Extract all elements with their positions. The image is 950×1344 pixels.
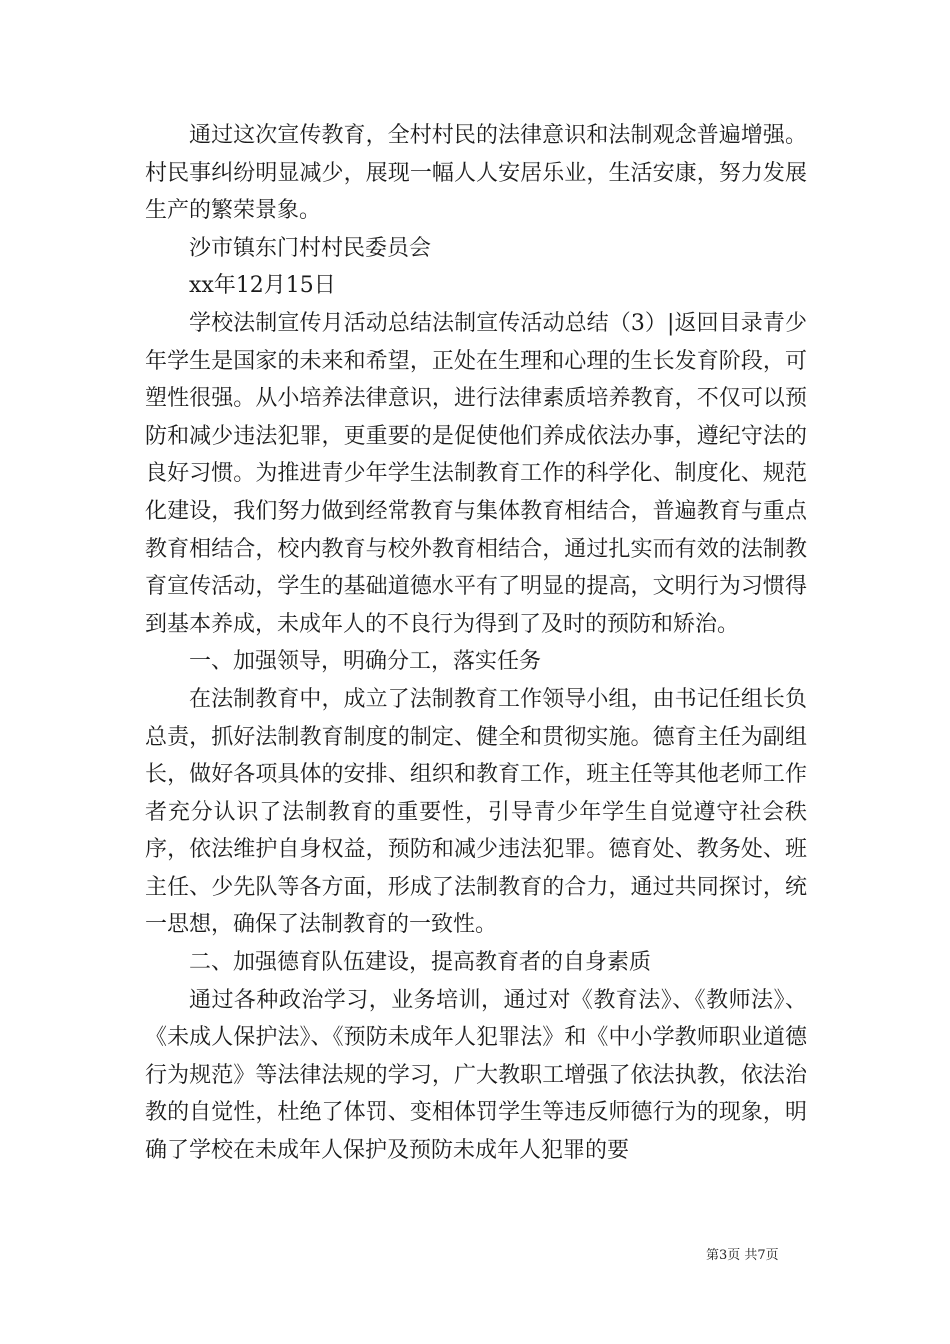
page-number-footer: 第3页 共7页: [706, 1248, 779, 1263]
section-heading-2: 二、加强德育队伍建设，提高教育者的自身素质: [189, 950, 652, 976]
paragraph-leadership: 在法制教育中，成立了法制教育工作领导小组，由书记任组长负总责，抓好法制教育制度的制定、健全和贯彻实施。德育主任为副组长，做好各项具体的安排、组织和教育工作，班主任等其他老师工作者充分认识了法制教育的重要性，引导青少年学生自觉遵守社会秩序，依法维护自身权益，预防和减少违法犯罪。德育处、教务处、班主任、少先队等各方面，形成了法制教育的合力，通过共同探讨，统一思想，确保了法制教育的一致性。: [145, 686, 807, 938]
paragraph-school-summary-intro: 学校法制宣传月活动总结法制宣传活动总结（3）|返回目录青少年学生是国家的未来和希望，正处在生理和心理的生长发育阶段，可塑性很强。从小培养法律意识，进行法律素质培养教育，不仅可以预防和减少违法犯罪，更重要的是促使他们养成依法办事，遵纪守法的良好习惯。为推进青少年学生法制教育工作的科学化、制度化、规范化建设，我们努力做到经常教育与集体教育相结合，普遍教育与重点教育相结合，校内教育与校外教育相结合，通过扎实而有效的法制教育宣传活动，学生的基础道德水平有了明显的提高，文明行为习惯得到基本养成，未成年人的不良行为得到了及时的预防和矫治。: [145, 310, 807, 637]
document-body: [145, 117, 807, 1170]
paragraph-village-summary: 通过这次宣传教育，全村村民的法律意识和法制观念普遍增强。村民事纠纷明显减少，展现一幅人人安居乐业，生活安康，努力发展生产的繁荣景象。: [145, 123, 807, 224]
paragraph-team-building: 通过各种政治学习，业务培训，通过对《教育法》、《教师法》、《未成人保护法》、《预防未成年人犯罪法》和《中小学教师职业道德行为规范》等法律法规的学习，广大教职工增强了依法执教，依法治教的自觉性，杜绝了体罚、变相体罚学生等违反师德行为的现象，明确了学校在未成年人保护及预防未成年人犯罪的要: [145, 987, 807, 1164]
signature-organization: 沙市镇东门村村民委员会: [189, 235, 432, 261]
section-heading-1: 一、加强领导，明确分工，落实任务: [189, 649, 542, 675]
signature-date: xx年12月15日: [189, 273, 336, 299]
